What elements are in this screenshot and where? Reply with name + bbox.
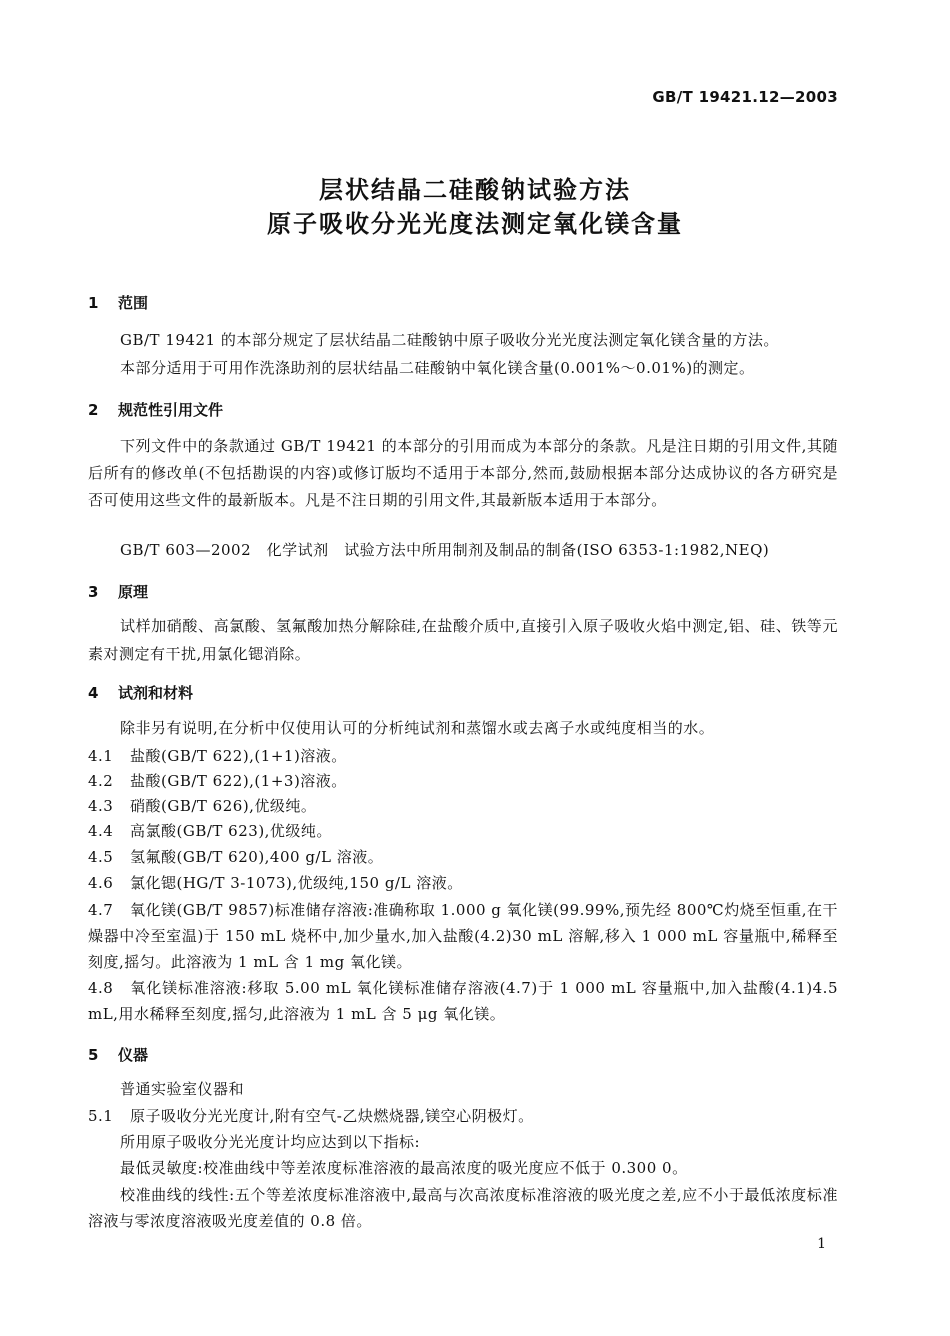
item-text: 氢氟酸(GB/T 620),400 g/L 溶液。	[130, 848, 384, 866]
paragraph: 最低灵敏度:校准曲线中等差浓度标准溶液的最高浓度的吸光度应不低于 0.300 0。	[120, 1159, 688, 1177]
item-number: 5.1	[88, 1107, 114, 1125]
list-item	[88, 897, 838, 975]
item-text: 硝酸(GB/T 626),优级纯。	[130, 797, 317, 815]
item-number: 4.3	[88, 797, 114, 815]
paragraph: 下列文件中的条款通过 GB/T 19421 的本部分的引用而成为本部分的条款。凡是注日期的引用文件,其随后所有的修改单(不包括勘误的内容)或修订版均不适用于本部分,然而,鼓励根据本部分达成协议的各方研究是否可使用这些文件的最新版本。凡是不注日期的引用文件,其最新版本适用于本部分。	[88, 437, 838, 509]
paragraph: 本部分适用于可用作洗涤助剂的层状结晶二硅酸钠中氧化镁含量(0.001%～0.01%)的测定。	[120, 359, 755, 377]
section-title: 试剂和材料	[118, 684, 194, 702]
section-heading	[88, 1044, 148, 1065]
section-title: 原理	[118, 583, 149, 601]
list-item	[88, 845, 383, 870]
list-item	[88, 819, 332, 844]
item-text: 氧化镁(GB/T 9857)标准储存溶液:准确称取 1.000 g 氧化镁(99.99%,预先经 800℃灼烧至恒重,在干燥器中冷至室温)于 150 mL 烧杯中,加少量水,加入盐酸(4.2)30 mL 溶解,移入 1 000 mL 容量瓶中,稀释至刻度,摇匀。此溶液为 1 mL 含 1 mg 氧化镁。	[88, 901, 838, 971]
section-heading	[88, 399, 223, 420]
item-number: 4.7	[88, 901, 114, 919]
paragraph: 所用原子吸收分光光度计均应达到以下指标:	[120, 1133, 421, 1151]
section-number: 4	[88, 684, 99, 702]
section-title: 范围	[118, 294, 149, 312]
list-item	[88, 769, 347, 794]
item-text: 盐酸(GB/T 622),(1+3)溶液。	[130, 772, 347, 790]
section-number: 2	[88, 401, 99, 419]
section-heading	[88, 682, 193, 703]
item-text: 氧化镁标准溶液:移取 5.00 mL 氧化镁标准储存溶液(4.7)于 1 000 mL 容量瓶中,加入盐酸(4.1)4.5 mL,用水稀释至刻度,摇匀,此溶液为 1 mL 含 5 μg 氧化镁。	[88, 979, 838, 1023]
title-line-2: 原子吸收分光光度法测定氧化镁含量	[267, 210, 683, 238]
section-title: 规范性引用文件	[118, 401, 224, 419]
list-item	[88, 744, 347, 769]
standard-code: GB/T 19421.12—2003	[652, 88, 838, 106]
item-number: 4.6	[88, 874, 114, 892]
section-number: 1	[88, 294, 99, 312]
title-line-1: 层状结晶二硅酸钠试验方法	[319, 176, 631, 204]
section-number: 3	[88, 583, 99, 601]
list-item	[88, 975, 838, 1027]
paragraph: 除非另有说明,在分析中仅使用认可的分析纯试剂和蒸馏水或去离子水或纯度相当的水。	[120, 719, 715, 737]
list-item	[88, 1104, 534, 1129]
paragraph: 试样加硝酸、高氯酸、氢氟酸加热分解除硅,在盐酸介质中,直接引入原子吸收火焰中测定,铝、硅、铁等元素对测定有干扰,用氯化锶消除。	[88, 617, 838, 663]
paragraph: GB/T 19421 的本部分规定了层状结晶二硅酸钠中原子吸收分光光度法测定氧化镁含量的方法。	[120, 331, 779, 349]
item-number: 4.4	[88, 822, 114, 840]
section-heading	[88, 292, 148, 313]
paragraph: 校准曲线的线性:五个等差浓度标准溶液中,最高与次高浓度标准溶液的吸光度之差,应不小于最低浓度标准溶液与零浓度溶液吸光度差值的 0.8 倍。	[88, 1186, 838, 1230]
list-item	[88, 871, 463, 896]
section-heading	[88, 581, 148, 602]
item-number: 4.5	[88, 848, 114, 866]
section-title: 仪器	[118, 1046, 149, 1064]
item-number: 4.1	[88, 747, 114, 765]
item-number: 4.2	[88, 772, 114, 790]
reference-entry: GB/T 603—2002 化学试剂 试验方法中所用制剂及制品的制备(ISO 6353-1:1982,NEQ)	[120, 541, 770, 559]
item-number: 4.8	[88, 979, 114, 997]
paragraph: 普通实验室仪器和	[120, 1080, 245, 1098]
section-number: 5	[88, 1046, 99, 1064]
item-text: 盐酸(GB/T 622),(1+1)溶液。	[130, 747, 347, 765]
item-text: 高氯酸(GB/T 623),优级纯。	[130, 822, 332, 840]
item-text: 氯化锶(HG/T 3-1073),优级纯,150 g/L 溶液。	[130, 874, 463, 892]
item-text: 原子吸收分光光度计,附有空气-乙炔燃烧器,镁空心阴极灯。	[130, 1107, 534, 1125]
page-number: 1	[817, 1236, 826, 1252]
list-item	[88, 794, 316, 819]
